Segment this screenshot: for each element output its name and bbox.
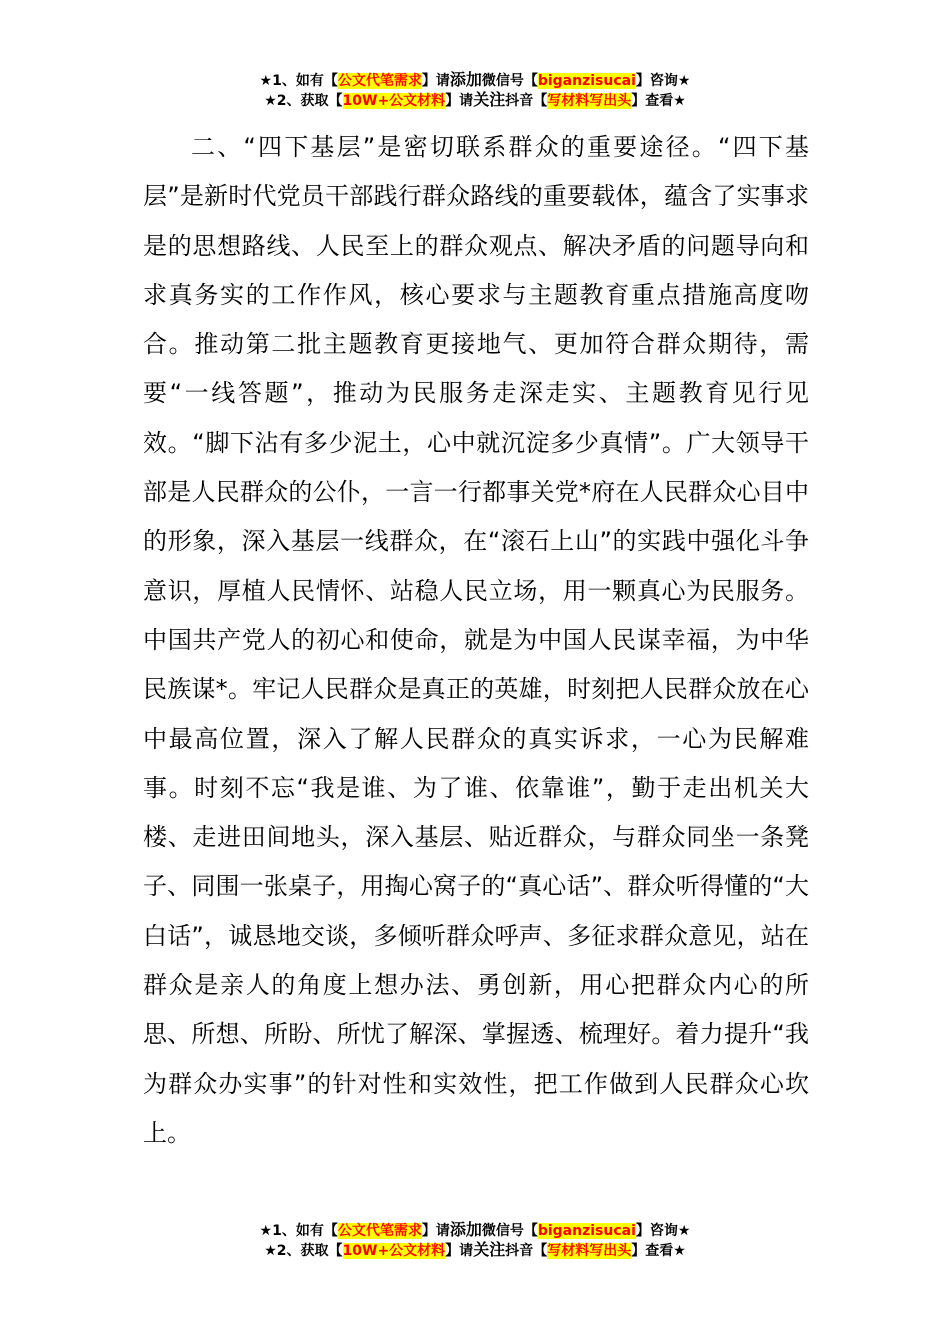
ad-highlight-douyin-id: 写材料写出头 xyxy=(547,1243,632,1259)
ad-highlight-service: 公文代笔需求 xyxy=(337,73,422,89)
ad-line-1: ★1、如有【公文代笔需求】请添加微信号【biganzisucai】咨询★ xyxy=(259,70,691,89)
ad-line-1: ★1、如有【公文代笔需求】请添加微信号【biganzisucai】咨询★ xyxy=(259,1220,691,1239)
footer-ad-banner xyxy=(0,1220,950,1260)
header-ad-banner xyxy=(0,70,950,110)
ad-line-2: ★2、获取【10W+公文材料】请关注抖音【写材料写出头】查看★ xyxy=(264,90,686,109)
ad-highlight-wechat-id: biganzisucai xyxy=(537,73,636,89)
ad-highlight-materials: 10W+公文材料 xyxy=(342,1243,446,1259)
ad-highlight-materials: 10W+公文材料 xyxy=(342,93,446,109)
ad-highlight-service: 公文代笔需求 xyxy=(337,1223,422,1239)
article-paragraph: 二、“四下基层”是密切联系群众的重要途径。“四下基层”是新时代党员干部践行群众路线的重要载体，蕴含了实事求是的思想路线、人民至上的群众观点、解决矛盾的问题导向和求真务实的工作作风，核心要求与主题教育重点措施高度吻合。推动第二批主题教育更接地气、更加符合群众期待，需要“一线答题”，推动为民服务走深走实、主题教育见行见效。“脚下沾有多少泥土，心中就沉淀多少真情”。广大领导干部是人民群众的公仆，一言一行都事关党*府在人民群众心目中的形象，深入基层一线群众，在“滚石上山”的实践中强化斗争意识，厚植人民情怀、站稳人民立场，用一颗真心为民服务。中国共产党人的初心和使命，就是为中国人民谋幸福，为中华民族谋*。牢记人民群众是真正的英雄，时刻把人民群众放在心中最高位置，深入了解人民群众的真实诉求，一心为民解难事。时刻不忘“我是谁、为了谁、依靠谁”，勤于走出机关大楼、走进田间地头，深入基层、贴近群众，与群众同坐一条凳子、同围一张桌子，用掏心窝子的“真心话”、群众听得懂的“大白话”，诚恳地交谈，多倾听群众呼声、多征求群众意见，站在群众是亲人的角度上想办法、勇创新，用心把群众内心的所思、所想、所盼、所忧了解深、掌握透、梳理好。着力提升“我为群众办实事”的针对性和实效性，把工作做到人民群众心坎上。 xyxy=(143,133,809,1147)
ad-line-2: ★2、获取【10W+公文材料】请关注抖音【写材料写出头】查看★ xyxy=(264,1240,686,1259)
ad-highlight-wechat-id: biganzisucai xyxy=(537,1223,636,1239)
ad-highlight-douyin-id: 写材料写出头 xyxy=(547,93,632,109)
